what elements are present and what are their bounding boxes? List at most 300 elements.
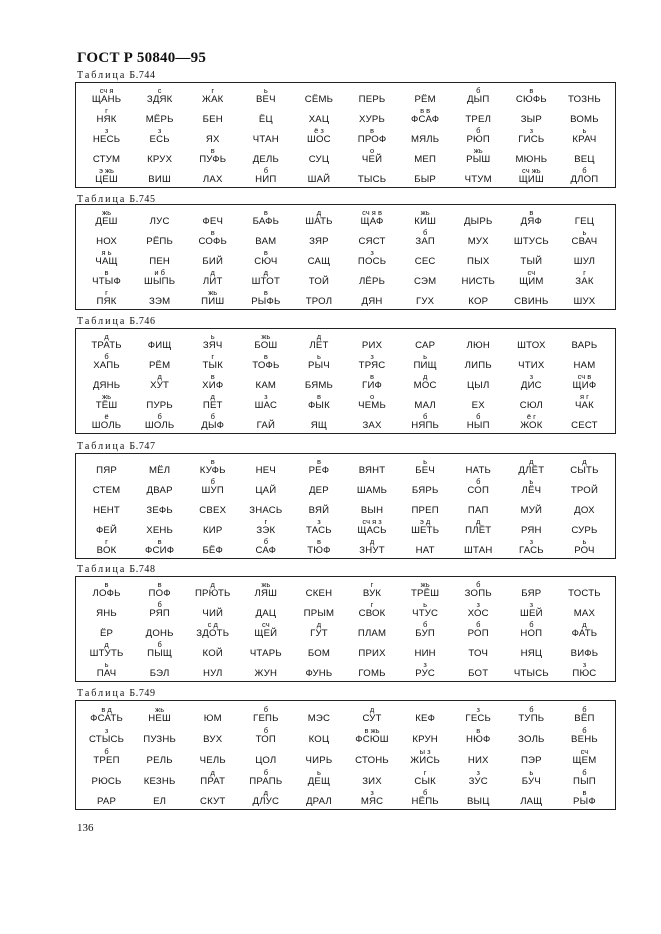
cell-word: ДВАР — [146, 485, 173, 497]
table-cell — [186, 287, 239, 307]
cell-annotation: ь — [423, 457, 428, 467]
cell-annotation: в — [316, 392, 321, 402]
cell-word: ЩАФ — [360, 216, 384, 228]
cell-annotation: ь — [316, 767, 321, 777]
cell-annotation: в — [316, 537, 321, 547]
cell-word: ПОСЬ — [357, 256, 387, 268]
table-cell — [399, 579, 452, 599]
cell-word: БЫР — [414, 174, 437, 186]
cell-annotation: сч жь — [522, 166, 541, 176]
table-cell — [239, 456, 292, 476]
table-cell — [292, 659, 345, 679]
table-cell — [80, 516, 133, 536]
table-cell — [345, 724, 398, 745]
table-cell — [80, 786, 133, 807]
cell-word: КЕЗНЬ — [143, 775, 176, 787]
table-cell — [558, 496, 611, 516]
table-cell — [505, 786, 558, 807]
cell-word: РЁМ — [148, 360, 171, 372]
cell-word: САФ — [255, 545, 277, 557]
cell-word: ВЕНЬ — [571, 734, 598, 745]
cell-word: ТРАТЬ — [91, 340, 122, 352]
cell-annotation: з — [476, 767, 480, 777]
table-cell — [505, 639, 558, 659]
cell-annotation: жь — [261, 580, 271, 590]
cell-annotation: в — [263, 352, 268, 362]
table-cell — [239, 411, 292, 431]
cell-word: ЗУС — [468, 775, 488, 787]
table-cell — [452, 145, 505, 165]
cell-word: ПЕН — [149, 256, 171, 268]
cell-annotation: э д — [419, 517, 431, 527]
table-cell — [345, 456, 398, 476]
cell-annotation: б — [210, 412, 215, 422]
cell-annotation: д — [157, 372, 162, 382]
cell-word: ЧЕЛЬ — [199, 754, 226, 766]
cell-word: ЗАК — [575, 276, 594, 288]
cell-annotation: в — [476, 726, 481, 735]
cell-word: ВЫН — [360, 505, 384, 517]
table-cell — [505, 456, 558, 476]
table-cell — [505, 207, 558, 227]
cell-annotation: б — [422, 788, 428, 798]
cell-word: БЕЧ — [415, 465, 435, 477]
cell-word: ГУТ — [310, 628, 328, 640]
table-cell — [239, 765, 292, 786]
table-cell — [452, 85, 505, 105]
cell-annotation: з — [476, 705, 480, 715]
cell-annotation: з — [104, 126, 109, 136]
table-cell — [505, 703, 558, 724]
cell-word: ГОМЬ — [358, 668, 386, 680]
cell-word: СЮЛ — [519, 400, 543, 412]
cell-word: РЮСЬ — [91, 775, 122, 787]
cell-annotation: г — [370, 580, 374, 590]
table-cell — [558, 579, 611, 599]
table-cell — [186, 165, 239, 185]
cell-annotation: б — [529, 620, 534, 630]
table-cell — [186, 145, 239, 165]
cell-word: ГАСЬ — [518, 545, 544, 557]
cell-annotation: б — [104, 746, 109, 756]
cell-annotation: сч — [527, 268, 536, 278]
cell-word: ДИС — [520, 380, 542, 392]
table-cell — [239, 247, 292, 267]
cell-word: ТЫСЬ — [357, 174, 387, 186]
cell-word: ФСЮШ — [355, 734, 389, 745]
table-cell — [452, 207, 505, 227]
cell-word: ТОСТЬ — [568, 588, 601, 600]
cell-word: РОП — [467, 628, 489, 640]
table-cell — [399, 599, 452, 619]
cell-word: ЗАП — [415, 236, 435, 248]
table-cell — [239, 267, 292, 287]
table-cell — [186, 724, 239, 745]
cell-word: ШОЛЬ — [144, 420, 175, 432]
cell-annotation: жь — [473, 146, 483, 156]
table-cell — [292, 599, 345, 619]
cell-annotation: з — [104, 726, 109, 735]
table-cell — [452, 287, 505, 307]
cell-word: СЕСТ — [571, 420, 598, 432]
cell-word: ПРЕП — [411, 505, 439, 517]
syllable-table — [75, 453, 616, 559]
table-cell — [133, 391, 186, 411]
cell-word: ЖОК — [520, 420, 543, 432]
cell-word: ЗЭМ — [148, 296, 171, 308]
cell-word: СЫК — [414, 775, 436, 787]
cell-annotation: д — [210, 767, 215, 777]
cell-word: НОХ — [96, 236, 118, 248]
table-cell — [505, 371, 558, 391]
cell-word: ЩИФ — [572, 380, 597, 392]
table-cell — [133, 267, 186, 287]
cell-word: ПАП — [467, 505, 489, 517]
cell-word: НИН — [414, 648, 436, 660]
cell-word: КОЙ — [202, 648, 223, 660]
table-cell — [292, 207, 345, 227]
cell-word: ЧТАРЬ — [249, 648, 282, 660]
cell-annotation: в д — [101, 705, 112, 715]
cell-annotation: б — [476, 477, 481, 487]
cell-annotation: в — [157, 537, 162, 547]
table-cell — [345, 579, 398, 599]
table-cell — [133, 619, 186, 639]
cell-annotation: д — [582, 457, 587, 467]
cell-word: СЯСТ — [358, 236, 386, 248]
cell-annotation: д — [104, 332, 109, 342]
cell-word: СТЫСЬ — [88, 734, 125, 745]
table-cell — [80, 476, 133, 496]
table-cell — [292, 536, 345, 556]
table-cell — [239, 371, 292, 391]
table-cell — [452, 267, 505, 287]
cell-annotation: б — [263, 537, 268, 547]
cell-word: ЛИПЬ — [464, 360, 492, 372]
cell-word: ПЕТ — [202, 400, 223, 412]
table-cell — [452, 619, 505, 639]
table-cell — [345, 287, 398, 307]
cell-annotation: б — [263, 726, 268, 735]
cell-word: ПРАТ — [200, 775, 226, 787]
cell-word: КОР — [468, 296, 489, 308]
table-caption-number: Б.748 — [129, 564, 156, 575]
table-cell — [239, 659, 292, 679]
cell-word: РИХ — [361, 340, 383, 352]
cell-word: МУХ — [467, 236, 489, 248]
table-cell — [399, 267, 452, 287]
cell-word: БЯРЬ — [411, 485, 439, 497]
table-cell — [452, 579, 505, 599]
cell-word: НЕЧ — [255, 465, 276, 477]
table-cell — [80, 145, 133, 165]
table-cell — [505, 745, 558, 766]
cell-word: ХОС — [467, 608, 489, 620]
cell-annotation: з — [476, 600, 480, 610]
table-cell — [505, 579, 558, 599]
table-cell — [292, 786, 345, 807]
table-cell — [558, 105, 611, 125]
table-cell — [345, 207, 398, 227]
cell-word: БУП — [415, 628, 435, 640]
table-cell — [239, 786, 292, 807]
cell-word: ЁЦ — [258, 114, 273, 126]
cell-annotation: в в — [420, 106, 431, 116]
cell-word: ВЫЦ — [466, 796, 490, 808]
cell-word: ПЛЁТ — [465, 525, 492, 537]
cell-word: ЗАХ — [362, 420, 382, 432]
cell-word: ЧТЫСЬ — [513, 668, 549, 680]
cell-word: СЕС — [414, 256, 436, 268]
cell-annotation: з — [529, 372, 534, 382]
cell-word: МЁЛ — [148, 465, 171, 477]
table-cell — [292, 745, 345, 766]
table-cell — [505, 247, 558, 267]
cell-word: ХАЦ — [308, 114, 330, 126]
cell-word: ВУХ — [203, 734, 223, 745]
table-cell — [399, 391, 452, 411]
table-cell — [345, 411, 398, 431]
table-cell — [133, 476, 186, 496]
cell-annotation: з — [529, 600, 534, 610]
cell-word: ЧЕЙ — [361, 154, 383, 166]
cell-word: МЮНЬ — [515, 154, 548, 166]
cell-word: СКЕН — [305, 588, 333, 600]
table-cell — [133, 351, 186, 371]
cell-word: ДЫРЬ — [463, 216, 493, 228]
table-cell — [558, 456, 611, 476]
table-cell — [345, 391, 398, 411]
syllable-table — [75, 576, 616, 682]
table-caption-number: Б.747 — [129, 441, 156, 452]
cell-word: ЦАЙ — [255, 485, 277, 497]
cell-word: ЛИТ — [202, 276, 223, 288]
cell-word: НЮФ — [465, 734, 491, 745]
cell-word: ПОФ — [148, 588, 171, 600]
table-cell — [345, 639, 398, 659]
syllable-table — [75, 328, 616, 434]
table-cell — [80, 125, 133, 145]
cell-word: ШАС — [254, 400, 278, 412]
table-cell — [505, 516, 558, 536]
cell-word: БОШ — [254, 340, 278, 352]
table-cell — [558, 639, 611, 659]
cell-word: ШАТЬ — [305, 216, 333, 228]
page-number: 136 — [77, 822, 94, 834]
cell-annotation: г — [370, 600, 374, 610]
cell-word: ПЛАМ — [357, 628, 387, 640]
table-cell — [186, 351, 239, 371]
table-cell — [558, 145, 611, 165]
cell-word: ВИФЬ — [570, 648, 599, 660]
table-cell — [133, 724, 186, 745]
cell-word: ВЕЧ — [255, 94, 276, 106]
cell-word: ГУХ — [415, 296, 435, 308]
cell-annotation: д — [529, 457, 534, 467]
cell-word: ШЕЙ — [520, 608, 543, 620]
cell-word: НЯК — [96, 114, 117, 126]
cell-annotation: ь — [529, 767, 534, 777]
cell-annotation: ё г — [526, 412, 536, 422]
table-cell — [80, 247, 133, 267]
table-cell — [399, 207, 452, 227]
table-cell — [80, 331, 133, 351]
cell-word: ЛОФЬ — [92, 588, 121, 600]
cell-annotation: г — [105, 288, 108, 298]
table-cell — [399, 703, 452, 724]
cell-annotation: ь — [529, 477, 534, 487]
cell-word: КРУН — [412, 734, 438, 745]
cell-annotation: д — [422, 372, 428, 382]
table-cell — [452, 659, 505, 679]
table-cell — [558, 227, 611, 247]
table-cell — [292, 579, 345, 599]
table-cell — [292, 765, 345, 786]
cell-word: СВИНЬ — [514, 296, 549, 308]
table-cell — [399, 516, 452, 536]
cell-word: НЯПЬ — [411, 420, 440, 432]
cell-word: ГЕЦ — [574, 216, 595, 228]
table-cell — [505, 476, 558, 496]
cell-word: КАМ — [255, 380, 277, 392]
cell-word: КИШ — [414, 216, 437, 228]
table-cell — [239, 599, 292, 619]
cell-annotation: д — [210, 580, 215, 590]
cell-annotation: з — [370, 248, 374, 258]
table-cell — [558, 599, 611, 619]
cell-word: ДЛУС — [252, 796, 280, 808]
cell-word: ФИЩ — [147, 340, 172, 352]
cell-word: ШОС — [307, 134, 331, 146]
cell-annotation: з — [370, 352, 374, 362]
table-cell — [345, 165, 398, 185]
cell-word: ТОЙ — [308, 276, 330, 288]
cell-word: РЫШ — [466, 154, 491, 166]
cell-word: ШТУСЬ — [513, 236, 549, 248]
cell-word: ВЁП — [574, 713, 595, 725]
cell-word: ХЕНЬ — [146, 525, 174, 537]
table-cell — [505, 411, 558, 431]
cell-word: РУС — [415, 668, 436, 680]
table-cell — [399, 496, 452, 516]
cell-word: ВАРЬ — [571, 340, 598, 352]
table-cell — [133, 85, 186, 105]
table-cell — [186, 391, 239, 411]
table-cell — [452, 125, 505, 145]
cell-word: СВЕХ — [199, 505, 227, 517]
cell-word: ЧТУМ — [464, 174, 492, 186]
cell-word: ХУРЬ — [359, 114, 386, 126]
cell-word: КОЦ — [308, 734, 330, 745]
table-cell — [239, 287, 292, 307]
table-cell — [399, 536, 452, 556]
table-cell — [292, 351, 345, 371]
cell-annotation: в — [263, 288, 268, 298]
cell-word: ЩИМ — [519, 276, 544, 288]
cell-word: БОМ — [307, 648, 331, 660]
cell-word: ЛЁРЬ — [358, 276, 386, 288]
cell-word: ТЫЙ — [520, 256, 543, 268]
table-cell — [452, 765, 505, 786]
cell-word: НАТ — [415, 545, 435, 557]
table-cell — [399, 105, 452, 125]
table-cell — [186, 659, 239, 679]
cell-annotation: сч — [262, 620, 270, 630]
table-cell — [186, 267, 239, 287]
cell-word: НИСТЬ — [461, 276, 496, 288]
cell-word: ЦОЛ — [255, 754, 277, 766]
cell-word: КУФЬ — [199, 465, 226, 477]
table-caption-number: Б.749 — [129, 688, 156, 699]
cell-word: ЧИРЬ — [305, 754, 333, 766]
table-cell — [292, 476, 345, 496]
table-cell — [399, 786, 452, 807]
cell-word: ДЫП — [466, 94, 490, 106]
cell-annotation: в — [210, 228, 215, 238]
cell-word: ПУЗНЬ — [143, 734, 177, 745]
cell-word: МЕП — [414, 154, 437, 166]
table-cell — [239, 85, 292, 105]
cell-annotation: б — [263, 705, 268, 715]
table-cell — [505, 659, 558, 679]
cell-word: СЭМ — [413, 276, 437, 288]
table-caption-label: Таблица — [77, 316, 127, 327]
cell-word: ФУНЬ — [305, 668, 333, 680]
cell-annotation: ё — [104, 412, 109, 422]
table-cell — [558, 207, 611, 227]
table-cell — [292, 247, 345, 267]
table-cell — [186, 745, 239, 766]
cell-word: ПЮС — [572, 668, 597, 680]
cell-annotation: в — [210, 457, 215, 467]
cell-word: НОП — [520, 628, 543, 640]
cell-annotation: в жь — [364, 726, 380, 735]
table-cell — [133, 599, 186, 619]
table-cell — [186, 536, 239, 556]
cell-word: ПЫХ — [467, 256, 490, 268]
cell-annotation: б — [582, 705, 587, 715]
cell-word: ПЯК — [96, 296, 117, 308]
cell-annotation: д — [210, 392, 215, 402]
cell-word: ТОЗНЬ — [567, 94, 601, 106]
table-cell — [186, 703, 239, 724]
table-cell — [452, 371, 505, 391]
table-cell — [505, 105, 558, 125]
cell-word: ВЯНТ — [358, 465, 386, 477]
cell-word: ЛЯШ — [254, 588, 278, 600]
cell-word: КИР — [203, 525, 223, 537]
cell-annotation: жь — [420, 208, 430, 218]
table-cell — [80, 351, 133, 371]
cell-word: СКУТ — [200, 796, 226, 808]
cell-word: ЩАНЬ — [91, 94, 122, 106]
cell-word: ПЕРЬ — [358, 94, 386, 106]
cell-annotation: б — [476, 620, 481, 630]
cell-word: МАЛ — [414, 400, 436, 412]
table-cell — [186, 786, 239, 807]
table-cell — [186, 105, 239, 125]
table-cell — [133, 287, 186, 307]
cell-word: НАМ — [573, 360, 596, 372]
cell-word: ЩАСЬ — [357, 525, 387, 537]
cell-annotation: в — [210, 146, 215, 156]
table-cell — [399, 287, 452, 307]
table-cell — [80, 391, 133, 411]
cell-word: НЯЦ — [520, 648, 543, 660]
cell-annotation: б — [582, 767, 587, 777]
cell-word: ДЕЛЬ — [252, 154, 279, 166]
cell-word: ШТОХ — [517, 340, 546, 352]
